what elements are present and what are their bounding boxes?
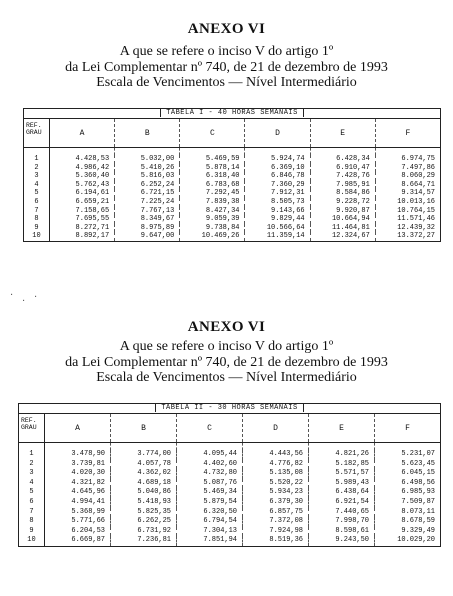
table-row (19, 460, 441, 470)
salary-cell: 6.369,10 (245, 164, 310, 173)
salary-cell: 8.505,73 (245, 198, 310, 207)
salary-cell: 6.910,47 (310, 164, 375, 173)
ref-grau-header-2: REF. GRAU (19, 414, 45, 443)
col-header-e: E (309, 414, 375, 443)
salary-cell: 4.321,82 (45, 479, 111, 489)
salary-cell: 6.783,68 (180, 181, 245, 190)
grau-cell: 8 (19, 517, 45, 527)
salary-cell: 5.410,26 (115, 164, 180, 173)
salary-cell: 4.776,82 (243, 460, 309, 470)
grau-cell: 2 (24, 164, 50, 173)
salary-cell: 4.443,56 (243, 450, 309, 460)
salary-cell: 8.892,17 (50, 232, 115, 241)
table-row (19, 469, 441, 479)
scan-speck: · (34, 292, 38, 303)
salary-cell: 9.228,72 (310, 198, 375, 207)
table-row (24, 181, 441, 190)
salary-cell: 8.272,71 (50, 224, 115, 233)
salary-cell: 7.158,65 (50, 207, 115, 216)
grau-cell: 7 (19, 508, 45, 518)
salary-cell: 4.057,78 (111, 460, 177, 470)
col-header-b: B (115, 119, 180, 148)
salary-cell: 6.379,30 (243, 498, 309, 508)
salary-cell: 5.825,35 (111, 508, 177, 518)
salary-cell: 7.236,81 (111, 536, 177, 546)
salary-cell: 7.428,76 (310, 172, 375, 181)
table-row (19, 450, 441, 460)
grau-cell: 3 (24, 172, 50, 181)
table-row (19, 498, 441, 508)
salary-cell: 7.695,55 (50, 215, 115, 224)
table-body-2 (19, 450, 441, 546)
salary-cell: 4.986,42 (50, 164, 115, 173)
salary-cell: 8.519,36 (243, 536, 309, 546)
salary-cell: 5.032,00 (115, 155, 180, 164)
salary-cell: 7.924,98 (243, 527, 309, 537)
table-body-1 (24, 155, 441, 241)
salary-cell: 6.318,40 (180, 172, 245, 181)
salary-cell: 5.816,03 (115, 172, 180, 181)
scan-speck: · (10, 290, 14, 301)
salary-cell: 7.440,65 (309, 508, 375, 518)
table-row (19, 479, 441, 489)
table-row (19, 508, 441, 518)
salary-cell: 7.839,38 (180, 198, 245, 207)
salary-cell: 5.135,08 (243, 469, 309, 479)
salary-cell: 8.678,59 (401, 517, 435, 526)
salary-cell: 4.362,02 (111, 469, 177, 479)
annex-title-bottom: ANEXO VI (187, 319, 266, 335)
salary-cell: 3.478,90 (45, 450, 111, 460)
salary-cell: 10.469,26 (180, 232, 245, 241)
salary-cell: 11.571,46 (397, 215, 435, 224)
salary-table-2 (18, 403, 441, 547)
salary-cell: 6.731,92 (111, 527, 177, 537)
salary-cell: 6.252,24 (115, 181, 180, 190)
col-header-c: C (180, 119, 245, 148)
salary-cell: 5.571,57 (309, 469, 375, 479)
salary-cell: 10.664,94 (310, 215, 375, 224)
annex-subtitle-top-3: Escala de Vencimentos — Nível Intermediário (96, 75, 357, 90)
salary-cell: 5.520,22 (243, 479, 309, 489)
table-row (24, 232, 441, 241)
col-header-a: A (45, 414, 111, 443)
salary-cell: 11.359,14 (245, 232, 310, 241)
salary-cell: 9.329,49 (401, 526, 435, 535)
annex-subtitle-bottom-3: Escala de Vencimentos — Nível Intermediário (96, 370, 357, 385)
salary-cell: 8.073,11 (401, 507, 435, 516)
salary-cell: 8.598,61 (309, 527, 375, 537)
salary-cell: 10.566,64 (245, 224, 310, 233)
salary-cell: 9.314,57 (401, 189, 435, 198)
salary-table-1 (23, 108, 441, 242)
salary-cell: 5.182,85 (309, 460, 375, 470)
salary-cell: 6.921,54 (309, 498, 375, 508)
salary-cell: 6.438,64 (309, 488, 375, 498)
salary-cell: 5.762,43 (50, 181, 115, 190)
table-row (19, 517, 441, 527)
salary-cell: 5.040,86 (111, 488, 177, 498)
grau-cell: 3 (19, 469, 45, 479)
col-header-c: C (177, 414, 243, 443)
salary-cell: 7.304,13 (177, 527, 243, 537)
annex-subtitle-top-1: A que se refere o inciso V do artigo 1º (119, 44, 334, 59)
col-header-d: D (243, 414, 309, 443)
table-row (19, 536, 441, 546)
salary-cell: 7.998,70 (309, 517, 375, 527)
salary-cell: 8.975,89 (115, 224, 180, 233)
salary-cell: 12.439,32 (397, 223, 435, 232)
grau-cell: 7 (24, 207, 50, 216)
grau-cell: 9 (19, 527, 45, 537)
salary-cell: 4.994,41 (45, 498, 111, 508)
salary-cell: 4.020,30 (45, 469, 111, 479)
salary-cell: 5.087,76 (177, 479, 243, 489)
salary-cell: 8.584,86 (310, 189, 375, 198)
salary-cell: 5.418,93 (111, 498, 177, 508)
grau-cell: 4 (24, 181, 50, 190)
salary-cell: 5.231,07 (401, 450, 435, 458)
salary-cell: 9.920,87 (310, 207, 375, 216)
col-header-f: F (375, 414, 441, 443)
salary-cell: 6.320,50 (177, 508, 243, 518)
salary-cell: 6.498,56 (401, 478, 435, 487)
grau-cell: 6 (24, 198, 50, 207)
table-row (24, 172, 441, 181)
annex-subtitle-bottom-2: da Lei Complementar nº 740, de 21 de dezembro de 1993 (65, 354, 388, 370)
salary-cell: 7.372,08 (243, 517, 309, 527)
salary-cell: 6.194,61 (50, 189, 115, 198)
annex-subtitle-bottom-1: A que se refere o inciso V do artigo 1º (119, 339, 334, 354)
salary-cell: 7.912,31 (245, 189, 310, 198)
salary-cell: 5.989,43 (309, 479, 375, 489)
table-row (24, 164, 441, 173)
salary-cell: 3.739,81 (45, 460, 111, 470)
salary-cell: 8.349,67 (115, 215, 180, 224)
table-row (24, 198, 441, 207)
grau-cell: 6 (19, 498, 45, 508)
salary-cell: 9.738,84 (180, 224, 245, 233)
salary-cell: 6.985,93 (401, 488, 435, 497)
salary-cell: 4.689,18 (111, 479, 177, 489)
salary-cell: 5.934,23 (243, 488, 309, 498)
salary-cell: 6.428,34 (310, 155, 375, 164)
top-header (0, 20, 453, 91)
salary-cell: 7.985,91 (310, 181, 375, 190)
salary-cell: 7.360,29 (245, 181, 310, 190)
col-header-b: B (111, 414, 177, 443)
salary-cell: 5.878,14 (180, 164, 245, 173)
salary-cell: 6.262,25 (111, 517, 177, 527)
table-header-row-2 (19, 414, 441, 443)
salary-cell: 5.771,66 (45, 517, 111, 527)
salary-cell: 7.767,13 (115, 207, 180, 216)
salary-cell: 9.243,50 (309, 536, 375, 546)
salary-cell: 9.647,00 (115, 232, 180, 241)
salary-cell: 6.974,75 (401, 155, 435, 163)
salary-cell: 6.669,87 (45, 536, 111, 546)
grau-cell: 4 (19, 479, 45, 489)
grau-cell: 5 (19, 488, 45, 498)
table-header-row-1 (24, 119, 441, 148)
salary-cell: 3.774,00 (111, 450, 177, 460)
table-row (24, 224, 441, 233)
ref-grau-header-1: REF. GRAU (24, 119, 50, 148)
table-row (19, 488, 441, 498)
salary-cell: 6.794,54 (177, 517, 243, 527)
salary-cell: 5.623,45 (401, 459, 435, 468)
salary-cell: 10.029,20 (397, 536, 435, 545)
salary-cell: 6.721,15 (115, 189, 180, 198)
table-row (24, 189, 441, 198)
salary-cell: 4.402,60 (177, 460, 243, 470)
table-title-2: TABELA II - 30 HORAS SEMANAIS (155, 404, 303, 412)
salary-cell: 8.427,34 (180, 207, 245, 216)
bottom-header (0, 318, 453, 386)
salary-cell: 5.368,99 (45, 508, 111, 518)
salary-cell: 7.851,94 (177, 536, 243, 546)
salary-cell: 7.509,87 (401, 497, 435, 506)
col-header-d: D (245, 119, 310, 148)
annex-title-top: ANEXO VI (187, 21, 266, 37)
salary-cell: 6.045,15 (401, 469, 435, 478)
salary-cell: 6.204,53 (45, 527, 111, 537)
salary-cell: 5.469,59 (180, 155, 245, 164)
annex-subtitle-top-2: da Lei Complementar nº 740, de 21 de dezembro de 1993 (65, 59, 388, 75)
salary-cell: 7.225,24 (115, 198, 180, 207)
grau-cell: 2 (19, 460, 45, 470)
salary-cell: 9.059,39 (180, 215, 245, 224)
salary-cell: 5.360,40 (50, 172, 115, 181)
grau-cell: 5 (24, 189, 50, 198)
col-header-e: E (310, 119, 375, 148)
salary-cell: 5.924,74 (245, 155, 310, 164)
scan-speck: · (22, 296, 26, 307)
grau-cell: 1 (24, 155, 50, 164)
table-row (19, 527, 441, 537)
col-header-a: A (50, 119, 115, 148)
grau-cell: 9 (24, 224, 50, 233)
salary-cell: 4.095,44 (177, 450, 243, 460)
salary-cell: 4.821,26 (309, 450, 375, 460)
salary-cell: 4.645,96 (45, 488, 111, 498)
salary-cell: 5.469,34 (177, 488, 243, 498)
grau-cell: 1 (19, 450, 45, 460)
salary-cell: 6.857,75 (243, 508, 309, 518)
salary-cell: 9.143,66 (245, 207, 310, 216)
salary-cell: 10.013,16 (397, 197, 435, 206)
table-row (24, 215, 441, 224)
salary-cell: 10.764,15 (397, 206, 435, 215)
salary-cell: 6.659,21 (50, 198, 115, 207)
grau-cell: 8 (24, 215, 50, 224)
salary-cell: 8.664,71 (401, 180, 435, 189)
salary-cell: 11.464,81 (310, 224, 375, 233)
table-row (24, 155, 441, 164)
salary-cell: 5.879,54 (177, 498, 243, 508)
salary-cell: 4.732,80 (177, 469, 243, 479)
salary-cell: 9.829,44 (245, 215, 310, 224)
salary-cell: 4.428,53 (50, 155, 115, 164)
salary-cell: 6.846,78 (245, 172, 310, 181)
grau-cell: 10 (19, 536, 45, 546)
grau-cell: 10 (24, 232, 50, 241)
table-row (24, 207, 441, 216)
salary-cell: 7.497,86 (401, 163, 435, 172)
salary-cell: 12.324,67 (310, 232, 375, 241)
table-title-1: TABELA I - 40 HORAS SEMANAIS (160, 109, 304, 117)
salary-cell: 8.060,29 (401, 172, 435, 181)
col-header-f: F (375, 119, 440, 148)
salary-cell: 7.292,45 (180, 189, 245, 198)
salary-cell: 13.372,27 (397, 232, 435, 241)
